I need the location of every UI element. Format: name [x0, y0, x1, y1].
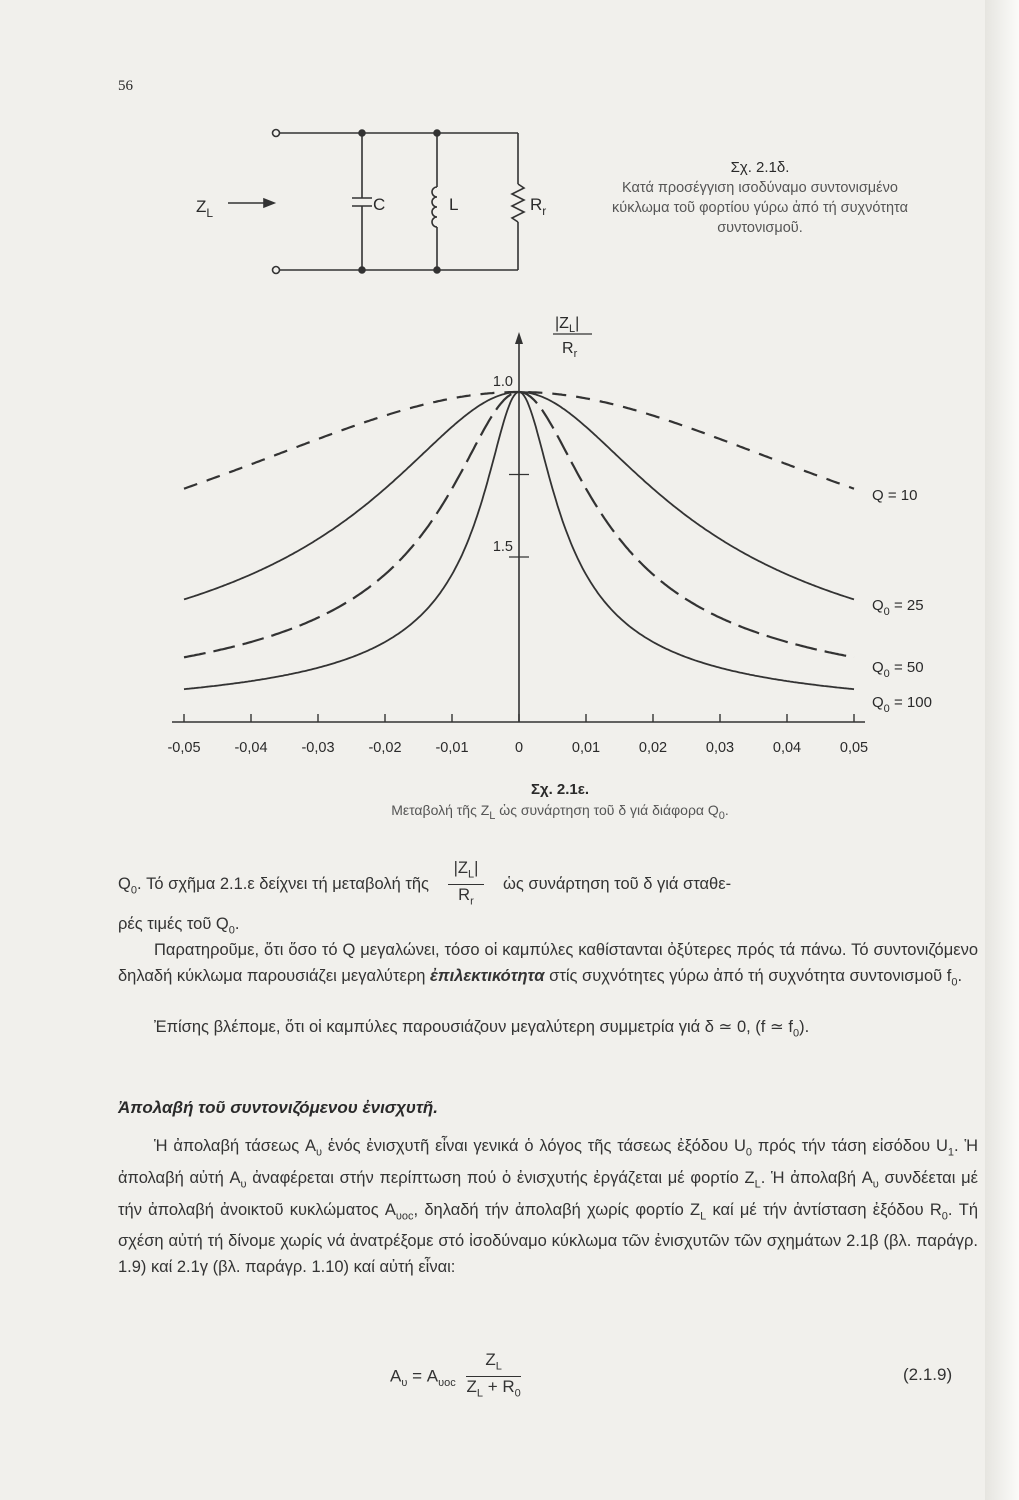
- section-heading: Ἀπολαβή τοῦ συντονιζόμενου ἐνισχυτῆ.: [118, 1098, 439, 1117]
- caption-body: Μεταβολή τῆς $Z_L$ ὡς συνάρτηση τοῦ δ γιά διάφορα $Q_0$.: [391, 802, 729, 822]
- x-tick-label-7: 0,02: [638, 740, 668, 756]
- caption-title: Σχ. 2.1δ.: [730, 159, 790, 176]
- figure-caption-2-1d: [600, 158, 920, 238]
- text-run: . Ἡ ἀπολαβή A: [760, 1168, 873, 1187]
- paragraph-1: $Q_0$. Τό σχῆμα 2.1.ε δείχνει τή μεταβολή τῆς $\frac{|Z_L|}{R_r}$ ὡς συνάρτηση τοῦ δ γιά σταθε-: [118, 858, 978, 912]
- text-run: . Τή σχέση αὐτή τή δίνομε χωρίς νά ἀνατρέξομε στό ἰσοδύναμο κύκλωμα τῶν ἐνισχυτῶν τῶν σχημάτων 2.1β (βλ. παράγρ. 1.9) καί 2.1γ (βλ. παράγρ. 1.10) καί αὐτή εἶναι:: [118, 1200, 978, 1276]
- y-axis-label-denominator: $R_r$: [562, 340, 578, 360]
- page-number: 56: [118, 78, 133, 94]
- x-tick-label-6: 0,01: [571, 740, 601, 756]
- subscript: 1: [947, 1146, 955, 1159]
- series-label-q-50: $Q_0 = 50$: [872, 659, 924, 680]
- x-tick-label-10: 0,05: [839, 740, 869, 756]
- x-tick-label-0: -0,05: [167, 740, 201, 756]
- impedance-arrow: [228, 199, 274, 207]
- paragraph-4: [118, 1134, 978, 1280]
- equation-2-1-9: $A_\upsilon = A_{\upsilon oc}$ $\frac{Z_L}{Z_L + R_0}$: [390, 1350, 521, 1400]
- bottom-terminal: [273, 267, 280, 274]
- text-run: καί μέ τήν ἀντίσταση ἐξόδου R: [706, 1200, 942, 1219]
- y-tick-label-0: 1.0: [492, 374, 513, 390]
- x-tick-label-2: -0,03: [301, 740, 335, 756]
- x-tick-label-9: 0,04: [772, 740, 802, 756]
- circuit-label-l: L: [449, 195, 459, 214]
- series-label-q-100: $Q_0 = 100$: [872, 694, 932, 715]
- inductor-symbol: [432, 133, 437, 270]
- circuit-label-r: $R_r$: [530, 195, 547, 218]
- text-run: πρός τήν τάση εἰσόδου U: [752, 1137, 948, 1155]
- resonance-chart: [167, 315, 931, 756]
- y-axis-arrow: [515, 332, 523, 344]
- x-tick-label-1: -0,04: [234, 740, 268, 756]
- text-run: ἑνός ἐνισχυτῆ εἶναι γενικά ὁ λόγος τῆς τάσεως ἐξόδου U: [322, 1137, 746, 1155]
- x-tick-label-4: -0,01: [435, 740, 469, 756]
- subscript: 0: [941, 1209, 948, 1222]
- emphasis-selectivity: ἐπιλεκτικότητα: [429, 966, 545, 985]
- figure-caption-2-1e: [300, 780, 820, 826]
- resistor-symbol: [512, 133, 524, 270]
- text-run: ἀναφέρεται στήν περίπτωση πού ὁ ἐνισχυτής ἐργάζεται μέ φορτίο Z: [246, 1168, 755, 1187]
- paragraph-2: Παρατηροῦμε, ὅτι ὅσο τό Q μεγαλώνει, τόσο οἱ καμπύλες καθίστανται ὀξύτερες πρός τά πάνω. Τό συντονιζόμενο δηλαδή κύκλωμα παρουσιάζει μεγαλύτερη ἐπιλεκτικότητα στίς συχνότητες γύρω ἀπό τή συχνότητα συντονισμοῦ $f_0$.: [118, 941, 978, 988]
- subscript: υ: [240, 1178, 247, 1191]
- x-tick-label-5: 0: [514, 740, 524, 756]
- text-run: , δηλαδή τήν ἀπολαβή χωρίς φορτίο Z: [413, 1200, 701, 1219]
- subscript: υ: [316, 1146, 323, 1159]
- fraction-zl-rr: $\frac{|Z_L|}{R_r}$: [448, 858, 485, 912]
- y-axis-label-numerator: $|Z_L|$: [555, 315, 580, 335]
- top-terminal: [273, 130, 280, 137]
- text-run: . Ἡ ἀπολαβή αὐτή A: [118, 1137, 978, 1187]
- text-run: συνδέεται μέ τήν ἀπολαβή ἀνοικτοῦ κυκλώματος A: [118, 1168, 978, 1219]
- series-label-q-10: Q = 10: [872, 487, 918, 504]
- caption-body: Κατά προσέγγιση ισοδύναμο συντονισμένο κύκλωμα τοῦ φορτίου γύρω ἀπό τή συχνότητα συντονισμοῦ.: [612, 180, 908, 236]
- x-tick-label-3: -0,02: [368, 740, 402, 756]
- subscript: L: [754, 1178, 761, 1191]
- y-tick-label-2: 1.5: [492, 539, 513, 555]
- capacitor-symbol: [352, 133, 372, 270]
- subscript: 0: [745, 1146, 753, 1159]
- text-run: Ἡ ἀπολαβή τάσεως A: [154, 1137, 316, 1155]
- caption-title: Σχ. 2.1ε.: [530, 781, 590, 798]
- equation-number: (2.1.9): [903, 1365, 953, 1384]
- subscript: L: [700, 1209, 707, 1222]
- circuit-label-zl: $Z_L$: [196, 197, 214, 220]
- paragraph-3: Ἐπίσης βλέπομε, ὅτι οἱ καμπύλες παρουσιάζουν μεγαλύτερη συμμετρία γιά δ ≃ 0, (f ≃ $f_0$).: [154, 1018, 810, 1040]
- subscript: υ: [872, 1178, 879, 1191]
- series-label-q-25: $Q_0 = 25$: [872, 597, 924, 618]
- circuit-label-c: C: [373, 195, 386, 214]
- x-tick-label-8: 0,03: [705, 740, 735, 756]
- subscript: υoc: [395, 1209, 414, 1222]
- paragraph-1-end: ρές τιμές τοῦ $Q_0$.: [118, 915, 240, 937]
